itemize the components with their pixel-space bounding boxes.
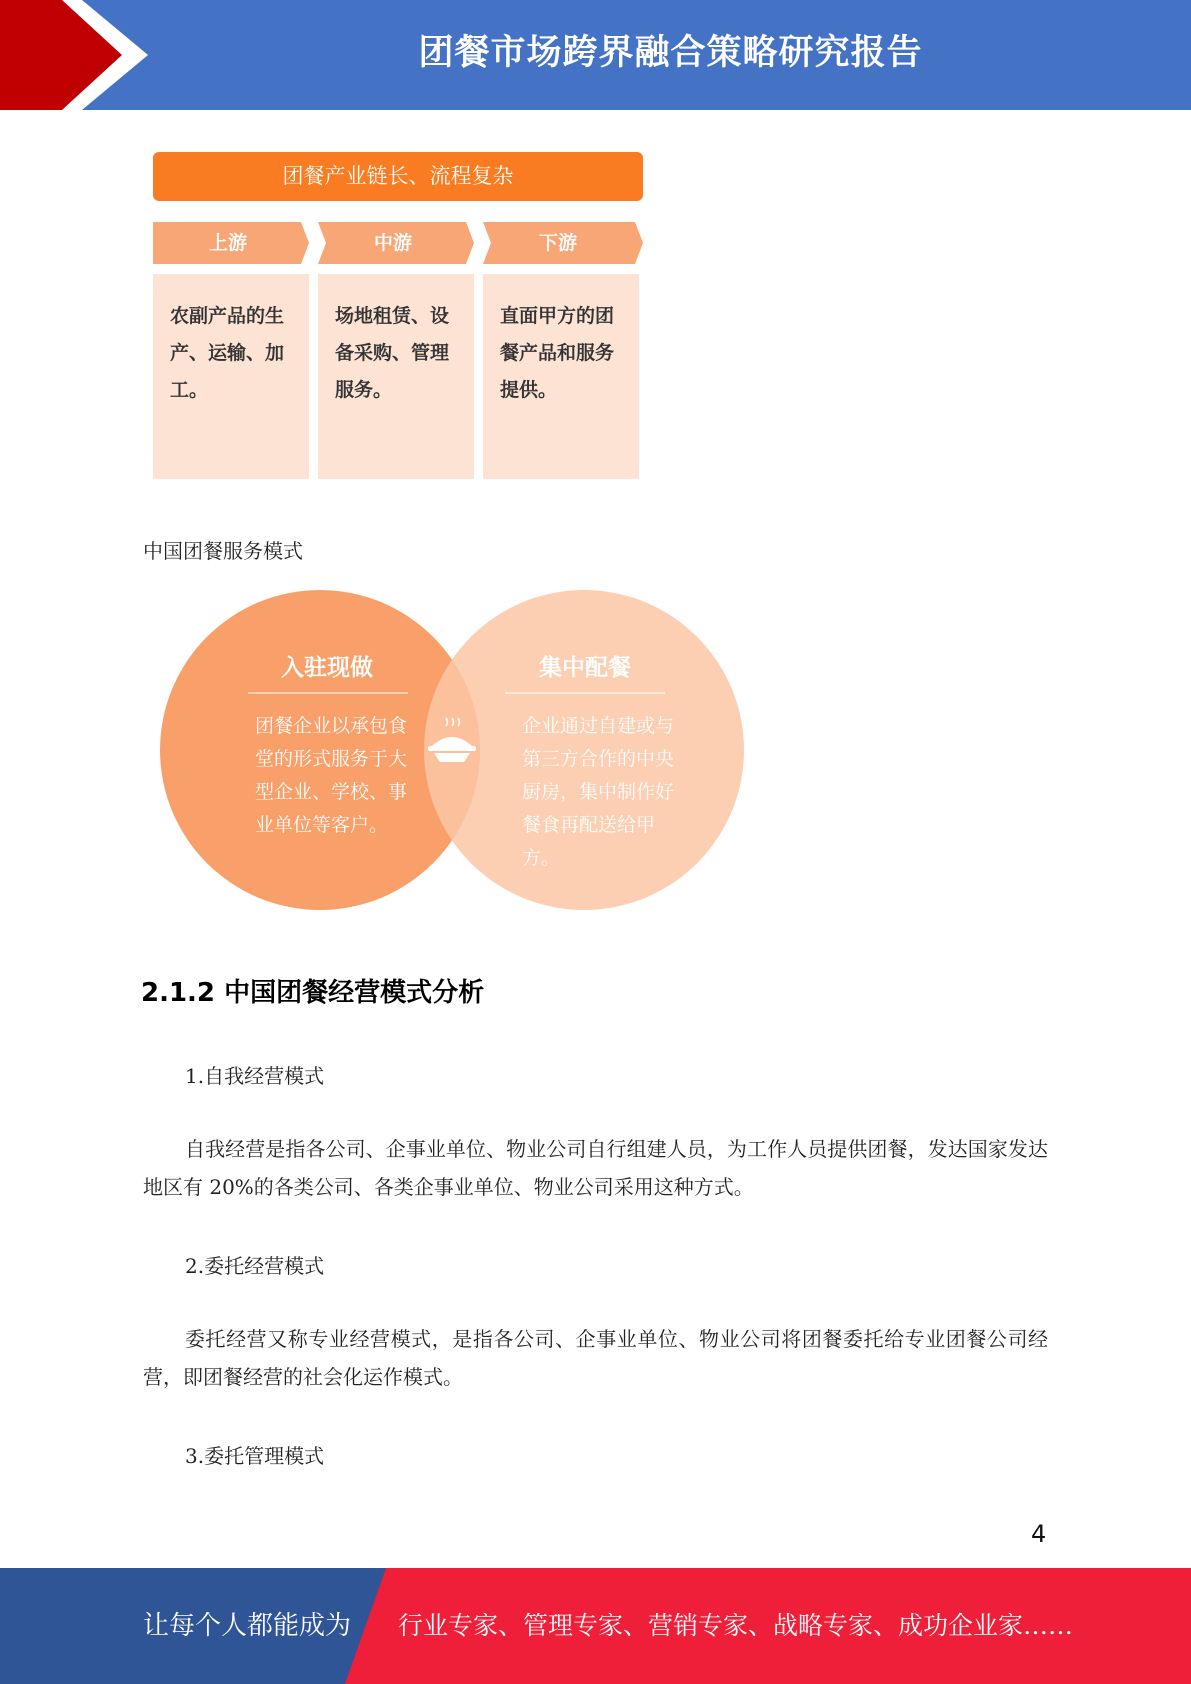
footer-slogan-left: 让每个人都能成为 xyxy=(143,1611,352,1641)
stage-upstream-arrow xyxy=(153,222,310,264)
stage-downstream-box xyxy=(483,274,639,479)
stage-downstream-label: 下游 xyxy=(538,232,577,254)
chain-banner: 团餐产业链长、流程复杂 xyxy=(153,152,643,201)
venn-left-text: 团餐企业以承包食堂的形式服务于大型企业、学校、事业单位等客户。 xyxy=(255,715,408,836)
venn-right-title: 集中配餐 xyxy=(539,655,631,681)
stage-midstream-label: 中游 xyxy=(373,232,412,254)
item-title-3: 3.委托管理模式 xyxy=(185,1444,325,1468)
report-title: 团餐市场跨界融合策略研究报告 xyxy=(418,33,923,73)
page-header xyxy=(0,0,1191,110)
stage-downstream-arrow xyxy=(483,222,640,264)
venn-left-title: 入驻现做 xyxy=(281,655,373,681)
stage-downstream-text: 直面甲方的团餐产品和服务提供。 xyxy=(500,305,615,401)
figure-caption: 中国团餐服务模式 xyxy=(143,539,303,563)
stage-upstream-label: 上游 xyxy=(208,232,247,254)
item-title-1: 1.自我经营模式 xyxy=(185,1064,325,1088)
stage-upstream-text: 农副产品的生产、运输、加工。 xyxy=(170,305,285,401)
service-mode-venn xyxy=(160,590,760,924)
item-paragraph-1: 自我经营是指各公司、企事业单位、物业公司自行组建人员，为工作人员提供团餐，发达国家发达地区有 20%的各类公司、各类企事业单位、物业公司采用这种方式。 xyxy=(143,1137,1048,1199)
page-footer xyxy=(0,1568,1191,1684)
stage-midstream-arrow xyxy=(318,222,475,264)
header-arrow-decoration xyxy=(0,0,170,110)
item-paragraph-2: 委托经营又称专业经营模式，是指各公司、企事业单位、物业公司将团餐委托给专业团餐公司经营，即团餐经营的社会化运作模式。 xyxy=(143,1327,1048,1389)
stage-midstream-text: 场地租赁、设备采购、管理服务。 xyxy=(335,305,450,401)
section-heading: 2.1.2 中国团餐经营模式分析 xyxy=(141,978,485,1008)
footer-slogan-right: 行业专家、管理专家、营销专家、战略专家、成功企业家…… xyxy=(398,1611,1074,1640)
stage-upstream-box xyxy=(153,274,309,479)
stage-midstream-box xyxy=(318,274,474,479)
page-number: 4 xyxy=(1031,1520,1047,1548)
item-title-2: 2.委托经营模式 xyxy=(185,1254,325,1278)
venn-right-text: 企业通过自建或与第三方合作的中央厨房，集中制作好餐食再配送给甲方。 xyxy=(522,715,675,869)
